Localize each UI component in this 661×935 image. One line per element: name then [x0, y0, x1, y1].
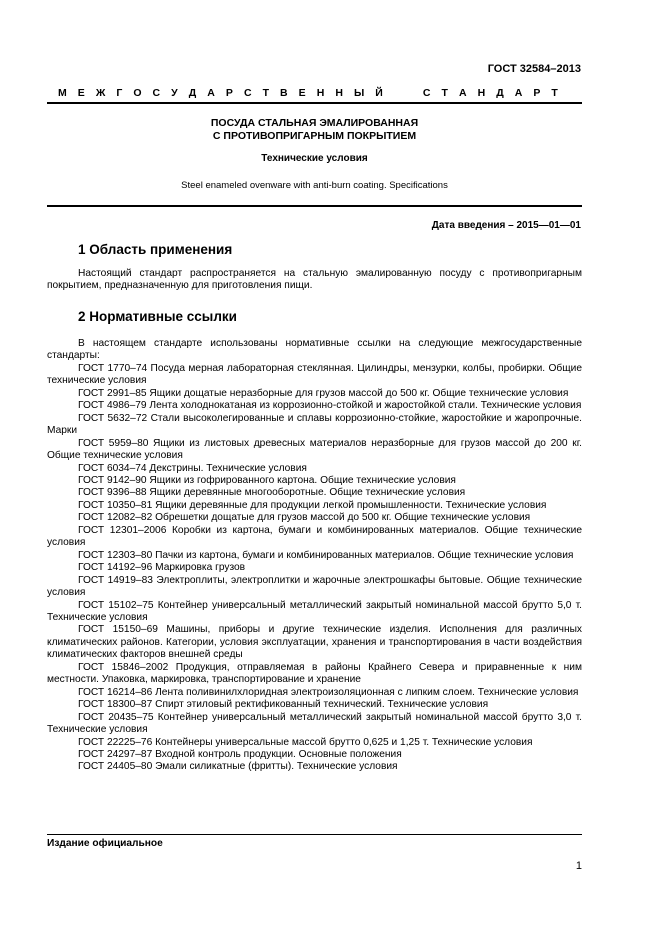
- banner-letter: Н: [316, 87, 325, 99]
- english-title: Steel enameled ovenware with anti-burn coating. Specifications: [181, 180, 448, 191]
- reference-item: ГОСТ 12082–82 Обрешетки дощатые для грузов массой до 500 кг. Общие технические условия: [78, 512, 531, 524]
- reference-item: ГОСТ 5959–80 Ящики из листовых древесных материалов неразборные для грузов массой до 200 кг. Общие технические условия: [47, 437, 582, 462]
- document-subtitle: Технические условия: [261, 153, 368, 164]
- banner-letter: Д: [188, 87, 197, 99]
- section-1-heading: 1 Область применения: [78, 242, 233, 257]
- reference-item: ГОСТ 9396–88 Ящики деревянные многооборотные. Общие технические условия: [78, 487, 466, 499]
- reference-item: ГОСТ 22225–76 Контейнеры универсальные массой брутто 0,625 и 1,25 т. Технические условия: [78, 736, 533, 748]
- reference-item: ГОСТ 15846–2002 Продукция, отправляемая в районы Крайнего Севера и приравненные к ним местности. Упаковка, маркировка, транспортирование и хранение: [47, 661, 582, 686]
- banner-letter: О: [133, 87, 142, 99]
- banner-letter: [394, 87, 412, 99]
- banner-letter: Т: [441, 87, 448, 99]
- banner-letter: Е: [77, 87, 85, 99]
- reference-item: ГОСТ 4986–79 Лента холоднокатаная из коррозионно-стойкой и жаростойкой стали. Технические условия: [78, 400, 582, 412]
- banner-letter: М: [58, 87, 67, 99]
- reference-item: ГОСТ 18300–87 Спирт этиловый ректификованный технический. Технические условия: [78, 699, 489, 711]
- reference-item: ГОСТ 14192–96 Маркировка грузов: [78, 562, 246, 574]
- title-line-1: ПОСУДА СТАЛЬНАЯ ЭМАЛИРОВАННАЯ: [210, 117, 419, 129]
- reference-item: ГОСТ 20435–75 Контейнер универсальный металлический закрытый номинальной массой брутто 3,0 т. Технические условия: [47, 711, 582, 736]
- banner-letter: Ж: [95, 87, 106, 99]
- banner-letter: Н: [477, 87, 486, 99]
- banner-letter: Е: [298, 87, 306, 99]
- reference-item: ГОСТ 16214–86 Лента поливинилхлоридная электроизоляционная с липким слоем. Технические условия: [78, 686, 579, 698]
- reference-item: ГОСТ 12301–2006 Коробки из картона, бумаги и комбинированных материалов. Общие технические условия: [47, 524, 582, 549]
- reference-item: ГОСТ 24297–87 Входной контроль продукции. Основные положения: [78, 748, 402, 760]
- banner-letter: Р: [533, 87, 541, 99]
- banner-letter: У: [171, 87, 178, 99]
- banner-letter: С: [152, 87, 161, 99]
- footer-rule: [47, 834, 582, 835]
- section-2-intro: В настоящем стандарте использованы нормативные ссылки на следующие межгосударственные стандарты:: [47, 338, 582, 362]
- reference-item: ГОСТ 15102–75 Контейнер универсальный металлический закрытый номинальной массой брутто 5,0 т. Технические условия: [47, 599, 582, 623]
- interstate-standard-banner: [58, 87, 558, 99]
- banner-letter: А: [458, 87, 467, 99]
- standard-code: ГОСТ 32584–2013: [487, 63, 581, 75]
- banner-letter: В: [280, 87, 288, 99]
- section-2-body: [47, 338, 582, 774]
- reference-item: ГОСТ 24405–80 Эмали силикатные (фритты). Технические условия: [78, 761, 398, 773]
- reference-item: ГОСТ 14919–83 Электроплиты, электроплитки и жарочные электрошкафы бытовые. Общие технические условия: [47, 574, 582, 599]
- banner-letter: Г: [116, 87, 123, 99]
- edition-note: Издание официальное: [47, 838, 163, 849]
- banner-letter: Т: [262, 87, 269, 99]
- reference-item: ГОСТ 6034–74 Декстрины. Технические условия: [78, 462, 307, 474]
- introduction-date: Дата введения – 2015—01—01: [431, 220, 581, 231]
- section-1-body: [47, 268, 582, 293]
- banner-letter: С: [422, 87, 431, 99]
- banner-letter: А: [514, 87, 523, 99]
- banner-letter: Н: [335, 87, 343, 99]
- title-rule: [47, 205, 582, 207]
- banner-letter: Р: [225, 87, 233, 99]
- title-line-2: С ПРОТИВОПРИГАРНЫМ ПОКРЫТИЕМ: [212, 129, 417, 142]
- reference-item: ГОСТ 9142–90 Ящики из гофрированного картона. Общие технические условия: [78, 474, 456, 486]
- section-2-heading: 2 Нормативные ссылки: [78, 309, 237, 324]
- banner-letter: Й: [375, 87, 383, 99]
- reference-item: ГОСТ 5632–72 Стали высоколегированные и сплавы коррозионно-стойкие, жаростойкие и жаропрочные. Марки: [47, 412, 582, 437]
- banner-letter: Т: [551, 87, 558, 99]
- document-title: [47, 117, 582, 142]
- reference-item: ГОСТ 10350–81 Ящики деревянные для продукции легкой промышленности. Технические условия: [78, 499, 547, 511]
- reference-item: ГОСТ 12303–80 Пачки из картона, бумаги и комбинированных материалов. Общие технические условия: [78, 549, 574, 561]
- section-1-paragraph: Настоящий стандарт распространяется на стальную эмалированную посуду с противопригарным покрытием, предназначенную для приготовления пищи.: [47, 268, 582, 292]
- reference-item: ГОСТ 15150–69 Машины, приборы и другие технические изделия. Исполнения для различных климатических районов. Категории, условия эксплуатации, хранения и транспортирования в части воздействия климатических факторов внешней среды: [47, 624, 582, 661]
- page-number: 1: [575, 860, 582, 872]
- banner-letter: Д: [496, 87, 504, 99]
- banner-letter: Ы: [353, 87, 365, 99]
- reference-item: ГОСТ 1770–74 Посуда мерная лабораторная стеклянная. Цилиндры, мензурки, колбы, пробирки. Общие технические условия: [47, 362, 582, 387]
- banner-letter: С: [243, 87, 252, 99]
- top-rule: [47, 102, 582, 104]
- reference-item: ГОСТ 2991–85 Ящики дощатые неразборные для грузов массой до 500 кг. Общие технические условия: [78, 387, 569, 399]
- banner-letter: А: [207, 87, 215, 99]
